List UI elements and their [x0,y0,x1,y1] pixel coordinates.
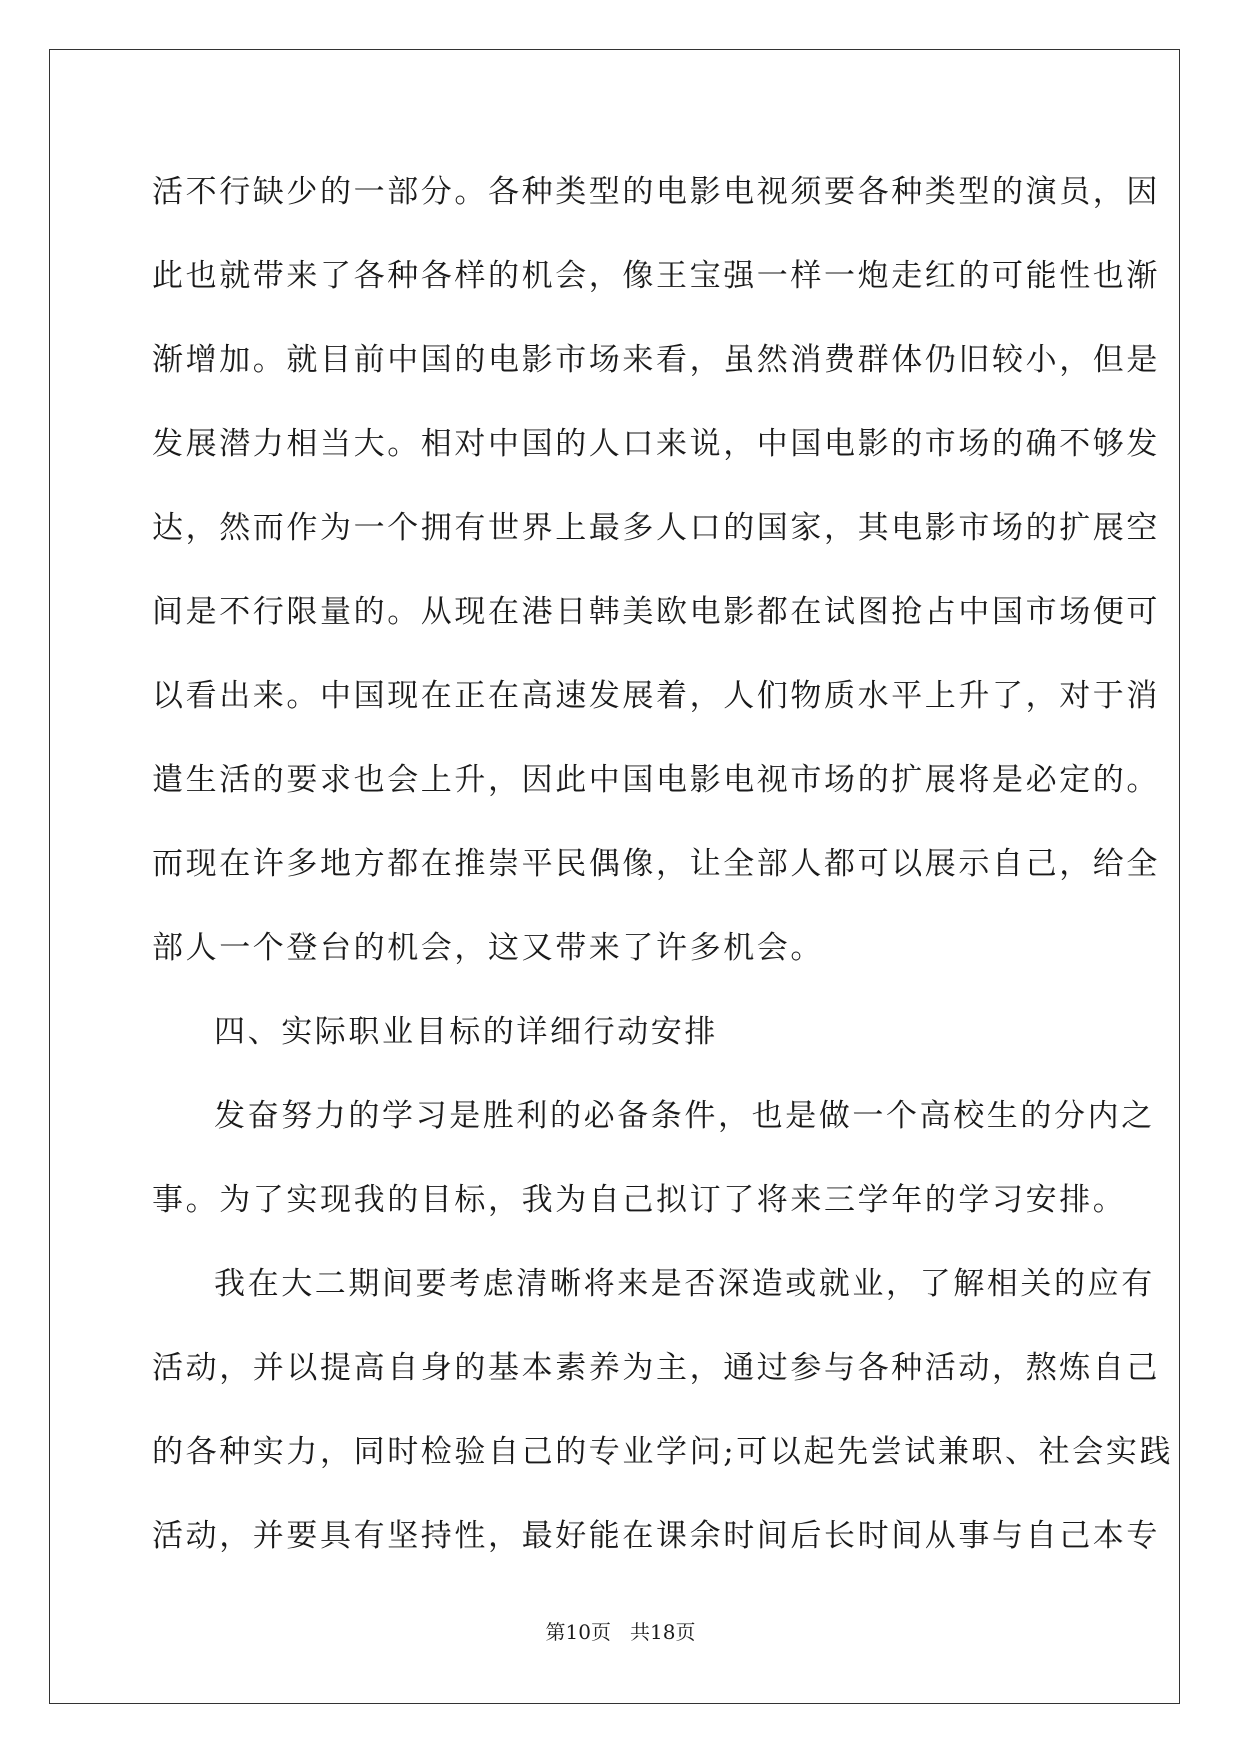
body-text-line: 而现在许多地方都在推崇平民偶像，让全部人都可以展示自己，给全 [152,846,1160,882]
page-total: 共18页 [630,1620,696,1644]
body-text-line: 活动，并以提高自身的基本素养为主，通过参与各种活动，熬炼自己 [152,1350,1160,1386]
body-text-line: 活动，并要具有坚持性，最好能在课余时间后长时间从事与自己本专 [152,1518,1160,1554]
page-footer [0,1618,1241,1646]
body-text-line: 达，然而作为一个拥有世界上最多人口的国家，其电影市场的扩展空 [152,510,1160,546]
body-text-line: 渐增加。就目前中国的电影市场来看，虽然消费群体仍旧较小，但是 [152,342,1160,378]
body-text-line: 的各种实力，同时检验自己的专业学问;可以起先尝试兼职、社会实践 [152,1434,1174,1470]
body-text-line: 我在大二期间要考虑清晰将来是否深造或就业，了解相关的应有 [214,1266,1155,1302]
body-text-line: 事。为了实现我的目标，我为自己拟订了将来三学年的学习安排。 [152,1182,1127,1218]
body-text-line: 发奋努力的学习是胜利的必备条件，也是做一个高校生的分内之 [214,1098,1155,1134]
body-text-line: 部人一个登台的机会，这又带来了许多机会。 [152,930,824,966]
page-number: 第10页 [545,1620,611,1644]
body-text-line: 此也就带来了各种各样的机会，像王宝强一样一炮走红的可能性也渐 [152,258,1160,294]
body-text-line: 以看出来。中国现在正在高速发展着，人们物质水平上升了，对于消 [152,678,1160,714]
body-text-line: 遣生活的要求也会上升，因此中国电影电视市场的扩展将是必定的。 [152,762,1160,798]
body-text-line: 间是不行限量的。从现在港日韩美欧电影都在试图抢占中国市场便可 [152,594,1160,630]
body-text-line: 活不行缺少的一部分。各种类型的电影电视须要各种类型的演员，因 [152,174,1160,210]
document-body [152,150,1174,1578]
section-heading: 四、实际职业目标的详细行动安排 [214,1014,718,1050]
body-text-line: 发展潜力相当大。相对中国的人口来说，中国电影的市场的确不够发 [152,426,1160,462]
